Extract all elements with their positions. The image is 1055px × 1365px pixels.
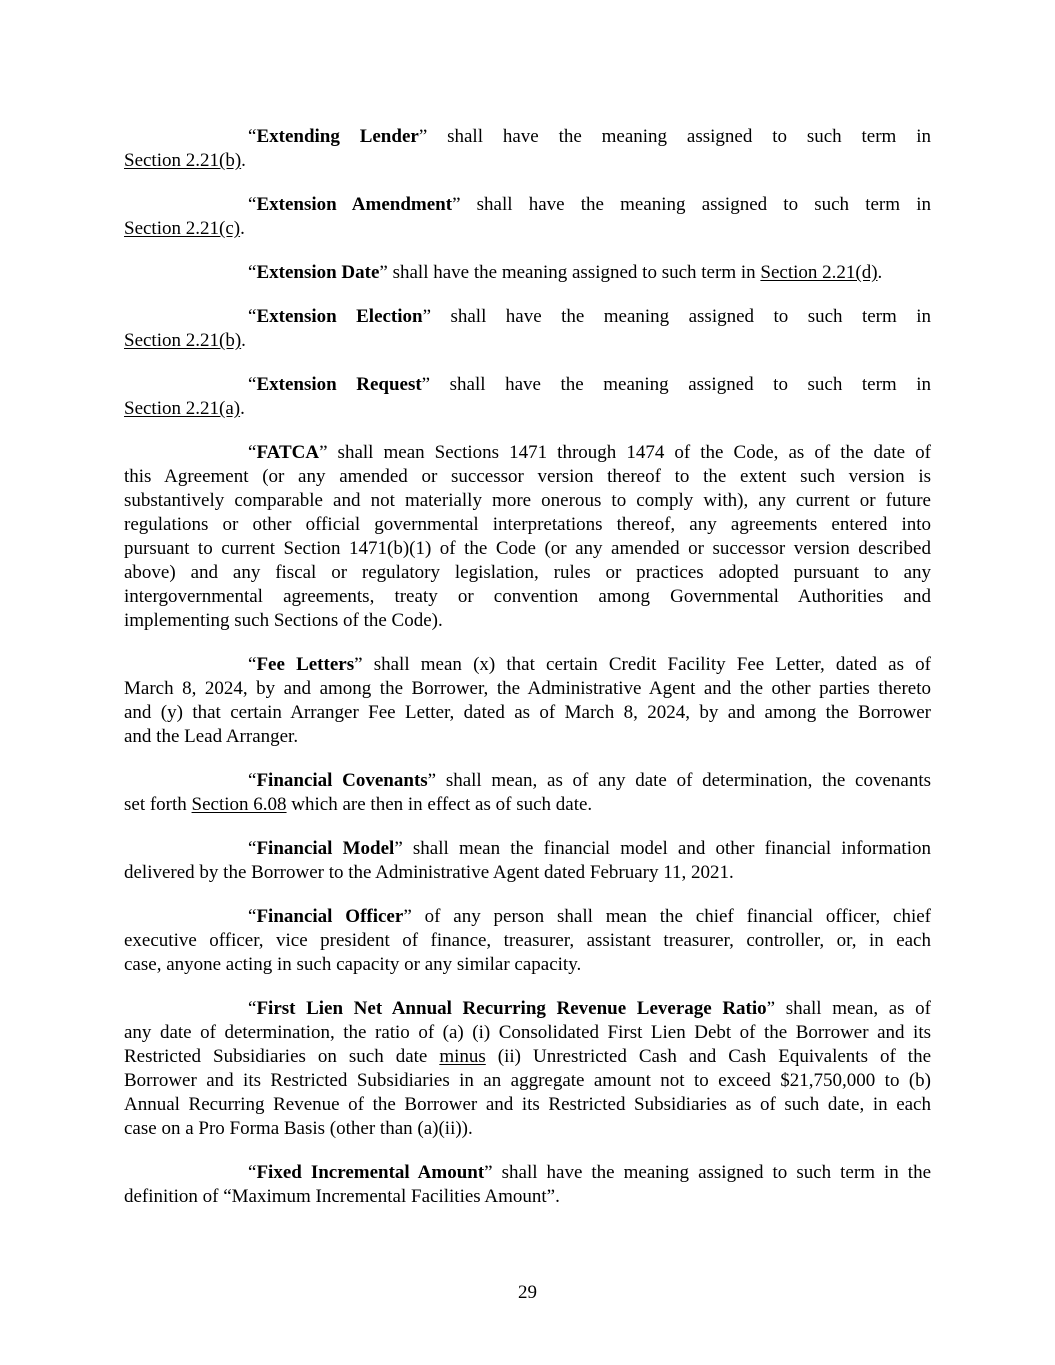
section-reference: Section 2.21(b) (124, 330, 242, 351)
text-line (124, 1117, 931, 1141)
text-segment: “ (248, 906, 257, 927)
text-line (124, 193, 931, 217)
text-segment: ” shall have the meaning assigned to such term in (379, 262, 761, 283)
definition-paragraph (124, 769, 931, 817)
text-segment: ” shall mean, as of (766, 998, 931, 1019)
section-reference: Section 2.21(a) (124, 398, 241, 419)
text-segment: ” shall mean Sections 1471 through 1474 of the Code, as of the date of (319, 442, 931, 463)
definition-paragraph (124, 125, 931, 173)
text-line (124, 1069, 931, 1093)
text-segment: case, anyone acting in such capacity or any similar capacity. (124, 954, 582, 975)
text-line (124, 997, 931, 1021)
text-segment: delivered by the Borrower to the Administrative Agent dated February 11, 2021. (124, 862, 734, 883)
document-body (124, 125, 931, 1229)
text-segment: . (241, 150, 246, 171)
text-segment: ” shall mean (x) that certain Credit Facility Fee Letter, dated as of (354, 654, 931, 675)
defined-term: FATCA (256, 442, 320, 463)
text-line (124, 653, 931, 677)
definition-paragraph (124, 261, 931, 285)
text-line (124, 397, 931, 421)
definition-paragraph (124, 305, 931, 353)
defined-term: Fixed Incremental Amount (256, 1162, 485, 1183)
text-line (124, 125, 931, 149)
text-line (124, 1093, 931, 1117)
text-line (124, 149, 931, 173)
text-segment: “ (248, 998, 257, 1019)
text-segment: (ii) Unrestricted Cash and Cash Equivalents of the (485, 1046, 932, 1067)
definition-paragraph (124, 1161, 931, 1209)
text-segment: pursuant to current Section 1471(b)(1) of the Code (or any amended or successor version described (124, 538, 931, 559)
text-line (124, 441, 931, 465)
text-segment: and the Lead Arranger. (124, 726, 299, 747)
text-line (124, 217, 931, 241)
definition-paragraph (124, 905, 931, 977)
text-segment: intergovernmental agreements, treaty or convention among Governmental Authorities and (124, 586, 931, 607)
definition-paragraph (124, 373, 931, 421)
text-segment: ” shall mean, as of any date of determination, the covenants (427, 770, 931, 791)
text-segment: . (877, 262, 883, 283)
text-line (124, 373, 931, 397)
defined-term: Financial Officer (256, 906, 404, 927)
text-segment: which are then in effect as of such date. (286, 794, 593, 815)
definition-paragraph (124, 997, 931, 1141)
text-segment: “ (248, 1162, 257, 1183)
text-segment: “ (248, 194, 257, 215)
text-line (124, 905, 931, 929)
defined-term: Financial Model (256, 838, 395, 859)
text-line (124, 769, 931, 793)
text-segment: and (y) that certain Arranger Fee Letter, dated as of March 8, 2024, by and among the Borrower (124, 702, 931, 723)
defined-term: First Lien Net Annual Recurring Revenue Leverage Ratio (256, 998, 767, 1019)
text-segment: implementing such Sections of the Code). (124, 610, 443, 631)
text-line (124, 725, 931, 749)
text-segment: any date of determination, the ratio of (a) (i) Consolidated First Lien Debt of the Borrower and its (124, 1022, 931, 1043)
text-line (124, 329, 931, 353)
text-line (124, 465, 931, 489)
definition-paragraph (124, 193, 931, 241)
text-line (124, 585, 931, 609)
text-line (124, 489, 931, 513)
text-segment: set forth (124, 794, 192, 815)
defined-term: Extending Lender (256, 126, 419, 147)
section-reference: Section 2.21(d) (760, 262, 878, 283)
text-segment: ” shall have the meaning assigned to such term in (421, 374, 931, 395)
text-line (124, 513, 931, 537)
definition-paragraph (124, 653, 931, 749)
definition-paragraph (124, 441, 931, 633)
text-line (124, 1185, 931, 1209)
defined-term: Extension Amendment (256, 194, 453, 215)
text-segment: ” of any person shall mean the chief financial officer, chief (403, 906, 931, 927)
text-segment: ” shall mean the financial model and other financial information (394, 838, 931, 859)
section-reference: Section 6.08 (191, 794, 287, 815)
section-reference: Section 2.21(b) (124, 150, 242, 171)
text-segment: . (240, 218, 245, 239)
text-line (124, 701, 931, 725)
text-segment: “ (248, 442, 257, 463)
defined-term: Fee Letters (256, 654, 355, 675)
text-segment: regulations or other official governmental interpretations thereof, any agreements entered into (124, 514, 931, 535)
section-reference: minus (439, 1046, 486, 1067)
text-segment: ” shall have the meaning assigned to such term in (422, 306, 931, 327)
text-line (124, 537, 931, 561)
text-segment: “ (248, 654, 257, 675)
text-segment: executive officer, vice president of finance, treasurer, assistant treasurer, controller, or, in each (124, 930, 931, 951)
text-line (124, 609, 931, 633)
text-segment: “ (248, 262, 257, 283)
page-number: 29 (518, 1282, 537, 1303)
text-line (124, 953, 931, 977)
definition-paragraph (124, 837, 931, 885)
text-line (124, 1161, 931, 1185)
text-segment: Borrower and its Restricted Subsidiaries in an aggregate amount not to exceed $21,750,000 to (b) (124, 1070, 931, 1091)
text-segment: . (241, 330, 246, 351)
text-segment: “ (248, 306, 257, 327)
text-line (124, 677, 931, 701)
text-segment: substantively comparable and not materially more onerous to comply with), any current or future (124, 490, 931, 511)
defined-term: Extension Request (256, 374, 422, 395)
text-segment: “ (248, 126, 257, 147)
text-segment: above) and any fiscal or regulatory legislation, rules or practices adopted pursuant to any (124, 562, 931, 583)
text-segment: ” shall have the meaning assigned to such term in the (484, 1162, 931, 1183)
text-segment: March 8, 2024, by and among the Borrower, the Administrative Agent and the other parties thereto (124, 678, 931, 699)
text-line (124, 1021, 931, 1045)
text-line (124, 793, 931, 817)
text-segment: this Agreement (or any amended or successor version thereof to the extent such version is (124, 466, 931, 487)
text-line (124, 561, 931, 585)
text-segment: Restricted Subsidiaries on such date (124, 1046, 440, 1067)
text-segment: definition of “Maximum Incremental Facilities Amount”. (124, 1186, 560, 1207)
text-segment: . (240, 398, 245, 419)
text-line (124, 261, 931, 285)
text-line (124, 1045, 931, 1069)
defined-term: Financial Covenants (256, 770, 428, 791)
defined-term: Extension Election (256, 306, 423, 327)
text-line (124, 305, 931, 329)
text-segment: “ (248, 838, 257, 859)
text-segment: Annual Recurring Revenue of the Borrower and its Restricted Subsidiaries as of such date, in each (124, 1094, 931, 1115)
text-line (124, 929, 931, 953)
text-line (124, 837, 931, 861)
section-reference: Section 2.21(c) (124, 218, 241, 239)
defined-term: Extension Date (256, 262, 380, 283)
text-segment: “ (248, 770, 257, 791)
text-segment: ” shall have the meaning assigned to such term in (452, 194, 931, 215)
text-line (124, 861, 931, 885)
text-segment: ” shall have the meaning assigned to such term in (418, 126, 931, 147)
text-segment: “ (248, 374, 257, 395)
text-segment: case on a Pro Forma Basis (other than (a)(ii)). (124, 1118, 473, 1139)
